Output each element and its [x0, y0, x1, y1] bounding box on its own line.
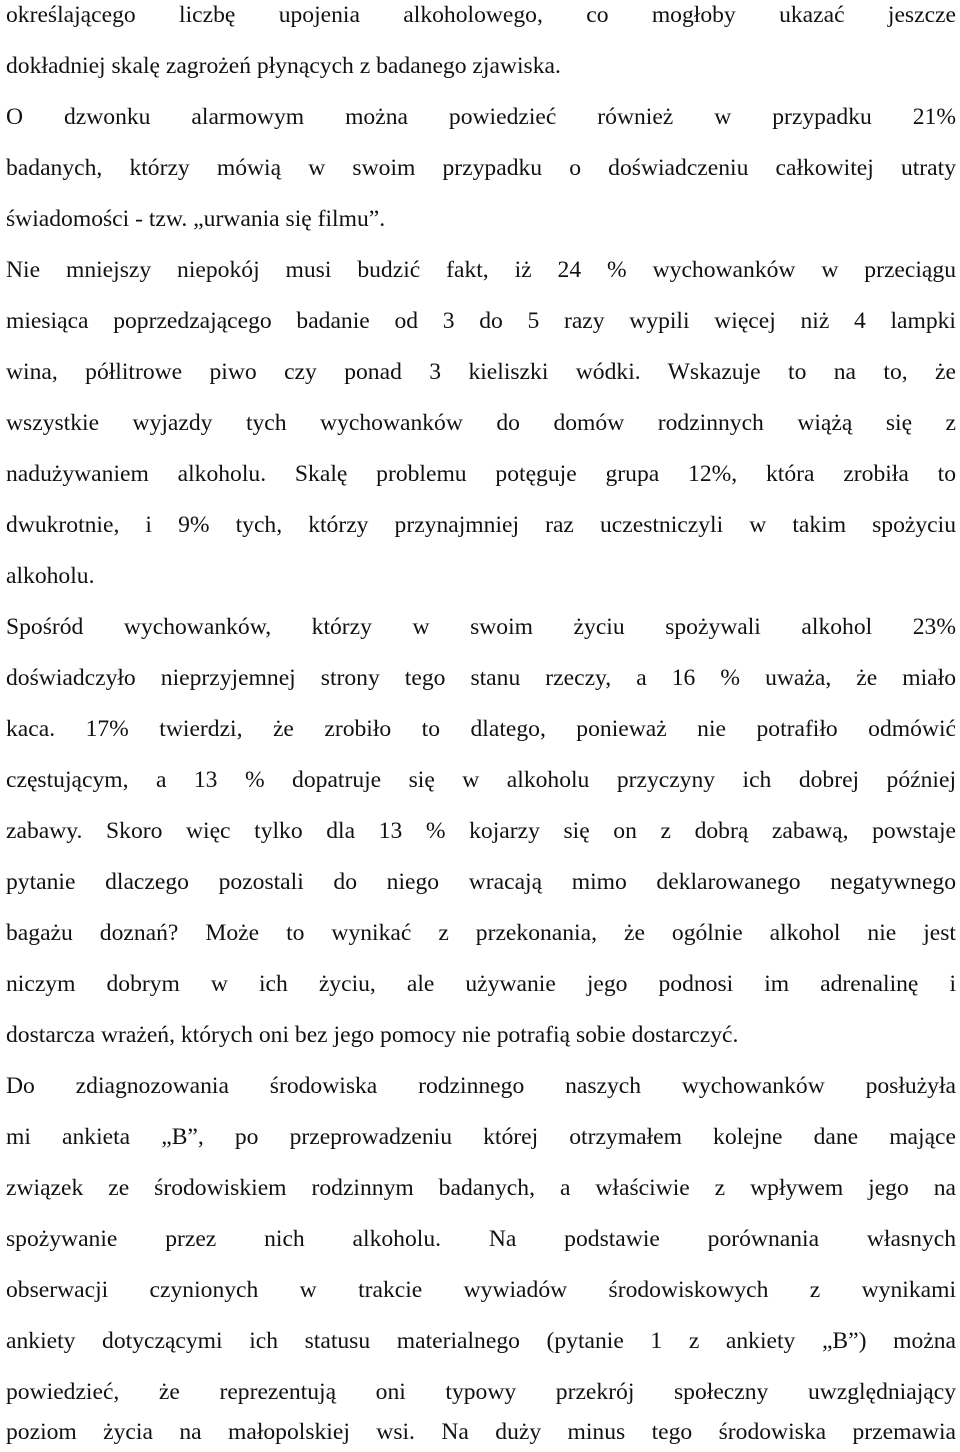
text-line: zabawy. Skoro więc tylko dla 13 % kojarzy się on z dobrą zabawą, powstaje: [6, 818, 956, 844]
text-line: poziom życia na małopolskiej wsi. Na duży minus tego środowiska przemawia: [6, 1419, 956, 1445]
text-line: Spośród wychowanków, którzy w swoim życiu spożywali alkohol 23%: [6, 614, 956, 640]
text-line: określającego liczbę upojenia alkoholowego, co mogłoby ukazać jeszcze: [6, 2, 956, 28]
text-line: O dzwonku alarmowym można powiedzieć również w przypadku 21%: [6, 104, 956, 130]
text-line: dokładniej skalę zagrożeń płynących z badanego zjawiska.: [6, 53, 561, 79]
text-line: powiedzieć, że reprezentują oni typowy przekrój społeczny uwzględniający: [6, 1379, 956, 1405]
text-line: obserwacji czynionych w trakcie wywiadów środowiskowych z wynikami: [6, 1277, 956, 1303]
text-line: częstującym, a 13 % dopatruje się w alkoholu przyczyny ich dobrej później: [6, 767, 956, 793]
text-line: związek ze środowiskiem rodzinnym badanych, a właściwie z wpływem jego na: [6, 1175, 956, 1201]
text-line: alkoholu.: [6, 563, 95, 589]
text-line: wina, półlitrowe piwo czy ponad 3 kieliszki wódki. Wskazuje to na to, że: [6, 359, 956, 385]
text-line: dwukrotnie, i 9% tych, którzy przynajmniej raz uczestniczyli w takim spożyciu: [6, 512, 956, 538]
text-line: badanych, którzy mówią w swoim przypadku o doświadczeniu całkowitej utraty: [6, 155, 956, 181]
text-line: Nie mniejszy niepokój musi budzić fakt, iż 24 % wychowanków w przeciągu: [6, 257, 956, 283]
text-line: nadużywaniem alkoholu. Skalę problemu potęguje grupa 12%, która zrobiła to: [6, 461, 956, 487]
text-line: pytanie dlaczego pozostali do niego wracają mimo deklarowanego negatywnego: [6, 869, 956, 895]
text-line: doświadczyło nieprzyjemnej strony tego stanu rzeczy, a 16 % uważa, że miało: [6, 665, 956, 691]
text-line: ankiety dotyczącymi ich statusu materialnego (pytanie 1 z ankiety „B”) można: [6, 1328, 956, 1354]
text-line: dostarcza wrażeń, których oni bez jego pomocy nie potrafią sobie dostarczyć.: [6, 1022, 739, 1048]
text-line: wszystkie wyjazdy tych wychowanków do domów rodzinnych wiążą się z: [6, 410, 956, 436]
text-line: świadomości - tzw. „urwania się filmu”.: [6, 206, 386, 232]
text-line: spożywanie przez nich alkoholu. Na podstawie porównania własnych: [6, 1226, 956, 1252]
text-line: Do zdiagnozowania środowiska rodzinnego naszych wychowanków posłużyła: [6, 1073, 956, 1099]
text-line: mi ankieta „B”, po przeprowadzeniu której otrzymałem kolejne dane mające: [6, 1124, 956, 1150]
text-line: bagażu doznań? Może to wynikać z przekonania, że ogólnie alkohol nie jest: [6, 920, 956, 946]
text-line: niczym dobrym w ich życiu, ale używanie jego podnosi im adrenalinę i: [6, 971, 956, 997]
text-line: miesiąca poprzedzającego badanie od 3 do 5 razy wypili więcej niż 4 lampki: [6, 308, 956, 334]
text-line: kaca. 17% twierdzi, że zrobiło to dlatego, ponieważ nie potrafiło odmówić: [6, 716, 956, 742]
